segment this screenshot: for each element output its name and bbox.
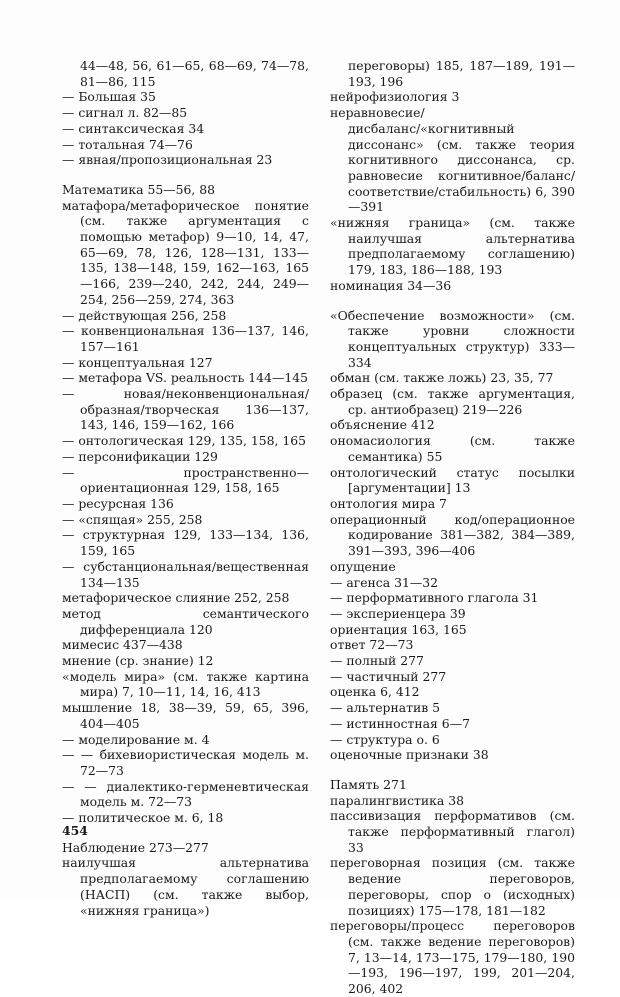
index-entry: мнение (ср. знание) 12 xyxy=(62,653,214,669)
index-entry: нейрофизиология 3 xyxy=(330,89,460,105)
index-column-right xyxy=(330,58,575,997)
index-entry: — истинностная 6—7 xyxy=(330,715,470,731)
index-entry: оценка 6, 412 xyxy=(330,684,420,700)
index-entry: — структура о. 6 xyxy=(330,731,440,747)
index-entry: — субстанциональная/вещественная 134—135 xyxy=(62,558,309,590)
index-entry: — альтернатив 5 xyxy=(330,700,441,716)
index-entry: — — бихевиористическая модель м. 72—73 xyxy=(62,747,309,778)
section-gap xyxy=(62,826,309,840)
index-entry: мышление 18, 38—39, 59, 65, 396, 404—405 xyxy=(62,700,309,731)
index-entry: переговоры/процесс переговоров (см. также ведение переговоров) 7, 13—14, 173—175, 179—180, 190—193, 196—197, 199, 201—204, 206, 402 xyxy=(330,918,575,997)
index-entry: — Большая 35 xyxy=(62,89,156,105)
index-entry: 44—48, 56, 61—65, 68—69, 74—78, 81—86, 115 xyxy=(80,58,309,89)
index-entry: — новая/неконвенциональная/образная/творческая 136—137, 143, 146, 159—162, 166 xyxy=(62,386,309,433)
index-entry: — персонификации 129 xyxy=(62,448,218,464)
section-gap xyxy=(330,294,575,308)
index-entry: — структурная 129, 133—134, 136, 159, 165 xyxy=(62,527,309,559)
index-entry: — политическое м. 6, 18 xyxy=(62,810,224,826)
index-entry: переговорная позиция (см. также ведение переговоров, переговоры, спор о (исходных) позициях) 175—178, 181—182 xyxy=(330,855,575,918)
index-entry: Математика 55—56, 88 xyxy=(62,181,216,197)
index-entry: номинация 34—36 xyxy=(330,277,452,293)
index-entry: — частичный 277 xyxy=(330,668,447,684)
index-entry: — синтаксическая 34 xyxy=(62,120,205,136)
index-entry: — явная/пропозициональная 23 xyxy=(62,152,273,168)
index-entry: ответ 72—73 xyxy=(330,637,414,653)
index-entry: — концептуальная 127 xyxy=(62,354,213,370)
index-entry: оценочные признаки 38 xyxy=(330,747,489,763)
index-entry: Наблюдение 273—277 xyxy=(62,839,209,855)
index-entry: — ресурсная 136 xyxy=(62,495,174,511)
index-entry: ориентация 163, 165 xyxy=(330,621,467,637)
index-entry: образец (см. также аргументация, ср. антиобразец) 219—226 xyxy=(330,386,575,417)
index-entry: — метафора VS. реальность 144—145 xyxy=(62,370,308,386)
index-entry: метод семантического дифференциала 120 xyxy=(62,605,309,637)
index-entry: наилучшая альтернатива предполагаемому соглашению (НАСП) (см. также выбор, «нижняя граница») xyxy=(62,855,309,918)
index-entry: — онтологическая 129, 135, 158, 165 xyxy=(62,433,307,449)
index-entry: неравновесие/дисбаланс/«когнитивный диссонанс» (см. также теория когнитивного диссонанса, ср. равновесие когнитивное/баланс/соответствие/стабильность) 6, 390—391 xyxy=(330,105,575,215)
index-entry: «модель мира» (см. также картина мира) 7, 10—11, 14, 16, 413 xyxy=(62,668,309,700)
index-entry: Память 271 xyxy=(330,776,407,792)
index-entry: операционный код/операционное кодирование 381—382, 384—389, 391—393, 396—406 xyxy=(330,511,575,559)
index-entry: — пространственно—ориентационная 129, 158, 165 xyxy=(62,464,309,496)
index-entry: метафорическое слияние 252, 258 xyxy=(62,590,290,606)
index-entry: онтология мира 7 xyxy=(330,495,447,511)
index-entry: пассивизация перформативов (см. также перформативный глагол) 33 xyxy=(330,808,575,855)
index-entry: мимесис 437—438 xyxy=(62,637,183,653)
page-number: 454 xyxy=(62,823,88,838)
index-entry: переговоры) 185, 187—189, 191—193, 196 xyxy=(348,58,575,89)
index-entry: — тотальная 74—76 xyxy=(62,136,193,152)
index-entry: паралингвистика 38 xyxy=(330,792,464,808)
index-entry: — — диалектико-герменевтическая модель м. 72—73 xyxy=(62,778,309,810)
index-entry: — сигнал л. 82—85 xyxy=(62,105,188,121)
index-entry: «Обеспечение возможности» (см. также уровни сложности концептуальных структур) 333—334 xyxy=(330,307,575,370)
index-entry: — моделирование м. 4 xyxy=(62,731,210,747)
index-entry: обман (см. также ложь) 23, 35, 77 xyxy=(330,370,554,386)
index-entry: — «спящая» 255, 258 xyxy=(62,511,203,527)
index-entry: онтологический статус посылки [аргументации] 13 xyxy=(330,464,575,496)
index-entry: матафора/метафорическое понятие (см. также аргументация с помощью метафор) 9—10, 14, 47, 65—69, 78, 126, 128—131, 133—135, 138—148, 159, 162—163, 165—166, 239—240, 242, 244, 249—254, 256—259, 274, 363 xyxy=(62,197,309,307)
index-entry: — перформативного глагола 31 xyxy=(330,590,539,606)
index-entry: — конвенциональная 136—137, 146, 157—161 xyxy=(62,323,309,354)
index-entry: — полный 277 xyxy=(330,653,424,669)
section-gap xyxy=(330,763,575,777)
index-entry: — агенса 31—32 xyxy=(330,574,438,590)
index-entry: — экспериенцера 39 xyxy=(330,605,466,621)
index-entry: — действующая 256, 258 xyxy=(62,307,227,323)
index-entry: «нижняя граница» (см. также наилучшая альтернатива предполагаемому соглашению) 179, 183, 186—188, 193 xyxy=(330,215,575,278)
index-column-left xyxy=(62,58,309,918)
index-entry: объяснение 412 xyxy=(330,417,435,433)
index-entry: опущение xyxy=(330,558,396,574)
section-gap xyxy=(62,168,309,182)
index-entry: ономасиология (см. также семантика) 55 xyxy=(330,433,575,464)
